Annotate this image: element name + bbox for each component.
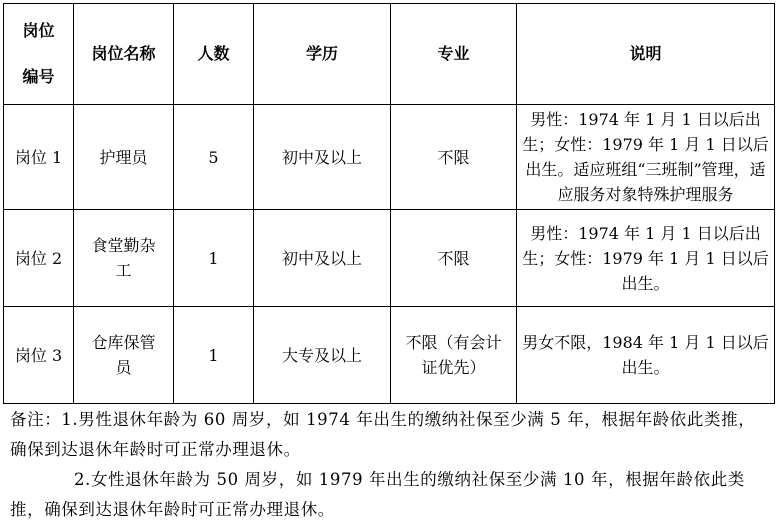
description: 男性：1974 年 1 月 1 日以后出生；女性：1979 年 1 月 1 日以后出生。 (517, 210, 775, 307)
header-name: 岗位名称 (74, 4, 174, 105)
major: 不限 (391, 210, 517, 307)
position-name: 护理员 (74, 105, 174, 210)
note-2-text: 2.女性退休年龄为 50 周岁，如 1979 年出生的缴纳社保至少满 10 年，根据年龄依此类推，确保到达退休年龄时可正常办理退休。 (10, 470, 745, 519)
position-code: 岗位 1 (4, 105, 74, 210)
header-row (4, 4, 775, 105)
notes (10, 405, 770, 525)
education: 初中及以上 (254, 105, 391, 210)
header-code: 岗位编号 (4, 4, 74, 105)
position-name: 仓库保管员 (74, 307, 174, 404)
header-description: 说明 (517, 4, 775, 105)
description: 男性：1974 年 1 月 1 日以后出生；女性：1979 年 1 月 1 日以后出生。适应班组“三班制”管理，适应服务对象特殊护理服务 (517, 105, 775, 210)
position-name: 食堂勤杂工 (74, 210, 174, 307)
position-code: 岗位 2 (4, 210, 74, 307)
position-code: 岗位 3 (4, 307, 74, 404)
education: 初中及以上 (254, 210, 391, 307)
position-table (3, 3, 775, 404)
header-education: 学历 (254, 4, 391, 105)
description: 男女不限，1984 年 1 月 1 日以后出生。 (517, 307, 775, 404)
note-2 (10, 465, 770, 525)
table-row (4, 307, 775, 404)
education: 大专及以上 (254, 307, 391, 404)
major: 不限 (391, 105, 517, 210)
major: 不限（有会计证优先） (391, 307, 517, 404)
headcount: 1 (174, 210, 254, 307)
headcount: 5 (174, 105, 254, 210)
note-1: 备注：1.男性退休年龄为 60 周岁，如 1974 年出生的缴纳社保至少满 5 年，根据年龄依此类推，确保到达退休年龄时可正常办理退休。 (10, 410, 756, 459)
headcount: 1 (174, 307, 254, 404)
header-count: 人数 (174, 4, 254, 105)
table-row (4, 210, 775, 307)
table-row (4, 105, 775, 210)
header-major: 专业 (391, 4, 517, 105)
